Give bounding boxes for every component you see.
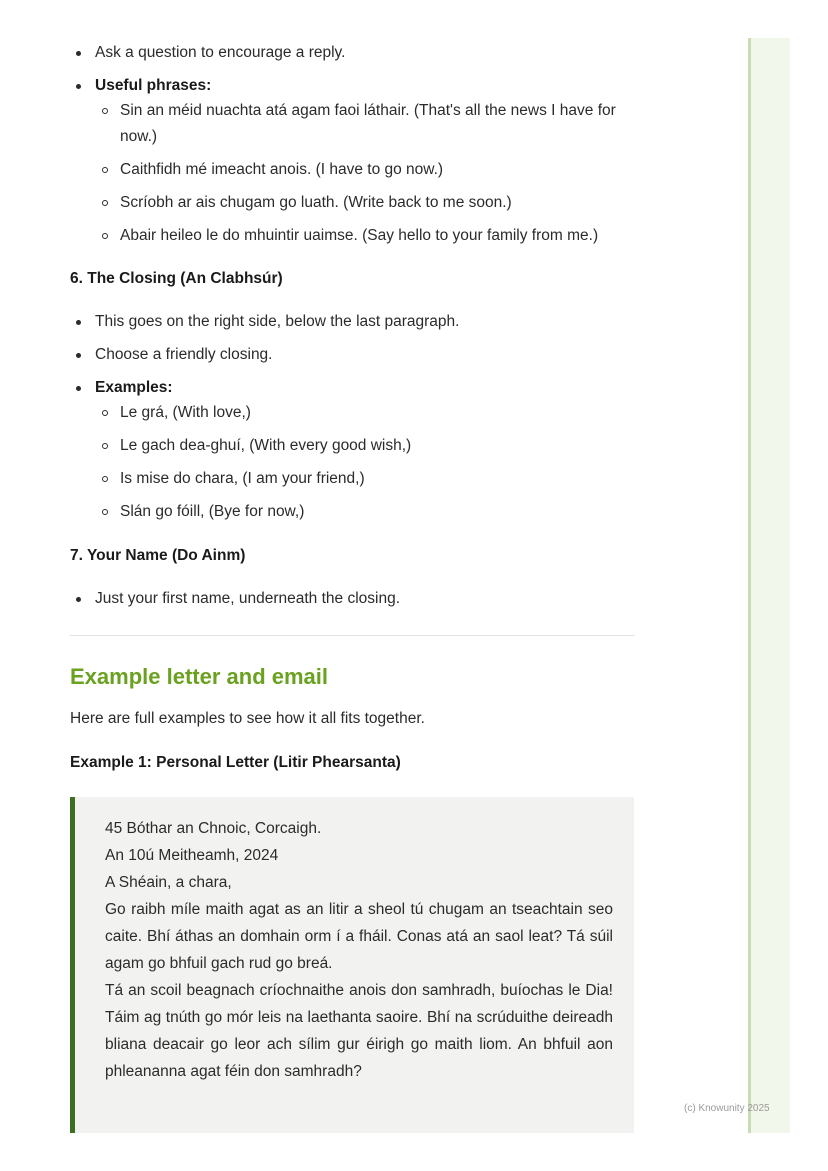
list-item: Ask a question to encourage a reply. xyxy=(70,42,635,64)
example-intro: Here are full examples to see how it all fits together. xyxy=(70,710,425,727)
phrase-item: Sin an méid nuachta atá agam faoi láthair. (That's all the news I have for now.) xyxy=(70,98,635,150)
example-section-title: Example letter and email xyxy=(70,664,328,689)
closing-heading: 6. The Closing (An Clabhsúr) xyxy=(70,270,283,287)
letter-address: 45 Bóthar an Chnoic, Corcaigh. xyxy=(105,820,322,837)
phrase-item: Abair heileo le do mhuintir uaimse. (Say hello to your family from me.) xyxy=(70,223,635,249)
list-item: Choose a friendly closing. xyxy=(70,344,635,366)
phrase-item: Scríobh ar ais chugam go luath. (Write back to me soon.) xyxy=(70,190,635,216)
letter-paragraph: Go raibh míle maith agat as an litir a sheol tú chugam an tseachtain seo caite. Bhí áthas an domhain orm í a fháil. Conas atá an saol leat? Tá súil agam go bhfuil gach rud go breá. xyxy=(105,901,613,972)
closing-example-item: Le grá, (With love,) xyxy=(70,400,635,426)
examples-label: Examples: xyxy=(70,377,635,399)
closing-example-item: Is mise do chara, (I am your friend,) xyxy=(70,466,635,492)
phrase-item: Caithfidh mé imeacht anois. (I have to go now.) xyxy=(70,157,635,183)
letter-example-block xyxy=(70,797,634,1133)
letter-date: An 10ú Meitheamh, 2024 xyxy=(105,847,279,864)
letter-text xyxy=(105,815,613,1085)
name-bullets xyxy=(70,588,635,610)
side-decoration-strip xyxy=(748,38,790,1133)
example1-heading: Example 1: Personal Letter (Litir Phearsanta) xyxy=(70,754,401,771)
closing-example-item: Slán go fóill, (Bye for now,) xyxy=(70,499,635,525)
copyright-notice: (c) Knowunity 2025 xyxy=(684,1103,770,1114)
useful-phrases-list xyxy=(70,75,635,97)
letter-paragraph: Tá an scoil beagnach críochnaithe anois don samhradh, buíochas le Dia! Táim ag tnúth go mór leis na laethanta saoire. Bhí na scrúduithe deireadh bliana deacair go leor ach sílim gur éirigh go maith liom. An bhfuil aon phleananna agat féin don samhradh? xyxy=(105,982,613,1080)
closing-bullets xyxy=(70,311,635,399)
closing-example-item: Le gach dea-ghuí, (With every good wish,) xyxy=(70,433,635,459)
list-item: Just your first name, underneath the closing. xyxy=(70,588,635,610)
letter-greeting: A Shéain, a chara, xyxy=(105,874,232,891)
list-item: This goes on the right side, below the last paragraph. xyxy=(70,311,635,333)
name-heading: 7. Your Name (Do Ainm) xyxy=(70,547,246,564)
phrases-sublist xyxy=(70,98,635,249)
section-divider xyxy=(70,635,635,636)
useful-phrases-label: Useful phrases: xyxy=(70,75,635,97)
closing-tips-list xyxy=(70,42,635,64)
side-decoration-line xyxy=(748,38,751,1133)
closing-examples-sublist xyxy=(70,400,635,525)
